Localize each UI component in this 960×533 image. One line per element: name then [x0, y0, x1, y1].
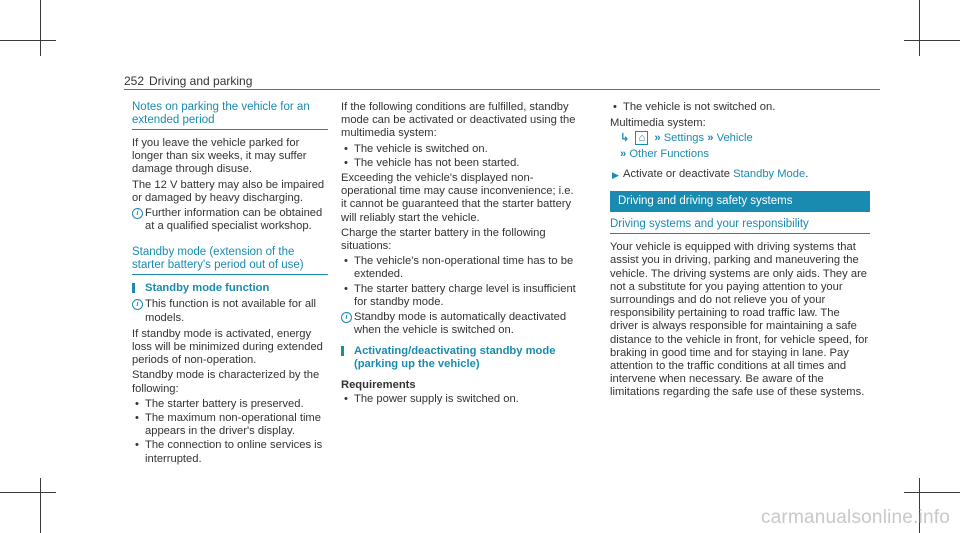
heading-standby-mode: Standby mode (extension of the starter battery's period out of use)	[132, 246, 328, 275]
heading-text: Standby mode function	[145, 282, 270, 295]
action-link-standby: Standby Mode	[733, 167, 806, 180]
note	[341, 311, 577, 337]
crop-mark	[904, 492, 960, 493]
chevron-double-right-icon: »	[707, 132, 714, 145]
home-icon: ⌂	[635, 131, 648, 145]
list	[132, 398, 328, 466]
list-item: • The vehicle is switched on.	[341, 143, 577, 156]
heading-driving-systems: Driving systems and your responsibility	[610, 218, 870, 234]
list	[341, 255, 577, 309]
list-item: • The vehicle has not been started.	[341, 157, 577, 170]
note	[132, 298, 328, 324]
paragraph: Standby mode is characterized by the following:	[132, 369, 320, 395]
paragraph: Charge the starter battery in the following situations:	[341, 226, 546, 253]
triangle-right-icon: ▶	[612, 169, 619, 180]
heading-notes-parking: Notes on parking the vehicle for an extended period	[132, 101, 328, 130]
info-icon: i	[341, 312, 352, 323]
paragraph: If standby mode is activated, energy loss will be minimized during extended periods of non-operation.	[132, 327, 323, 367]
watermark-text: carmanualsonline.info	[760, 507, 950, 528]
menu-other-functions: Other Functions	[629, 147, 709, 160]
list	[610, 101, 870, 114]
crop-mark	[40, 0, 41, 56]
menu-settings: Settings	[663, 132, 705, 145]
note	[132, 207, 328, 233]
section-band-driving-safety: Driving and driving safety systems	[610, 191, 870, 212]
paragraph: Exceeding the vehicle's displayed non-operational time may cause inconvenience; i.e. it cannot be guaranteed that the starter battery will reliably start the vehicle.	[341, 172, 574, 224]
multimedia-label: Multimedia system:	[610, 117, 706, 130]
heading-activate-standby	[341, 345, 577, 371]
paragraph: The 12 V battery may also be impaired or damaged by heavy discharging.	[132, 178, 325, 204]
heading-requirements: Requirements	[341, 379, 416, 392]
crop-mark	[904, 40, 960, 41]
page-number: 252	[124, 74, 145, 88]
chevron-double-right-icon: »	[654, 132, 661, 145]
menu-path-continued	[610, 148, 870, 161]
column-middle	[341, 101, 577, 408]
note-text: Further information can be obtained at a qualified specialist workshop.	[145, 207, 323, 233]
paragraph: If the following conditions are fulfilled, standby mode can be activated or deactivated using the multimedia system:	[341, 101, 576, 140]
list	[341, 393, 577, 406]
list-item: • The power supply is switched on.	[341, 393, 577, 406]
list-item: • The starter battery charge level is insufficient for standby mode.	[341, 283, 577, 309]
action-text: Activate or deactivate	[623, 167, 730, 180]
action-step	[610, 168, 870, 181]
section-bar	[341, 346, 344, 356]
note-text: This function is not available for all models.	[145, 298, 317, 324]
paragraph: Your vehicle is equipped with driving systems that assist you in driving, parking and maneuvering the vehicle. The driving systems are only aids. They are not a substitute for you paying attention to your surroundings and do not relieve you of your responsibility pertaining to road traffic law. The driver is always responsible for maintaining a safe distance to the vehicle in front, for vehicle speed, for braking in good time and for staying in lane. Pay attention to the traffic conditions at all times and intervene when necessary. Be aware of the limitations regarding the safe use of these systems.	[610, 241, 869, 399]
list-item: • The starter battery is preserved.	[132, 398, 328, 411]
heading-standby-function	[132, 282, 328, 295]
crop-mark	[40, 478, 41, 533]
heading-text: Activating/deactivating standby mode (parking up the vehicle)	[354, 345, 556, 371]
action-suffix: .	[805, 167, 809, 180]
list-item: • The maximum non-operational time appears in the driver's display.	[132, 412, 328, 438]
running-header-title: Driving and parking	[149, 74, 253, 88]
menu-vehicle: Vehicle	[716, 132, 753, 145]
note-text: Standby mode is automatically deactivated when the vehicle is switched on.	[354, 311, 567, 337]
menu-path	[610, 132, 870, 145]
list	[341, 143, 577, 170]
info-icon: i	[132, 208, 143, 219]
return-arrow-icon: ↳	[620, 132, 630, 145]
section-bar	[132, 283, 135, 293]
chevron-double-right-icon: »	[620, 147, 627, 160]
crop-mark	[0, 40, 56, 41]
crop-mark	[0, 492, 56, 493]
list-item: • The vehicle is not switched on.	[610, 101, 870, 114]
column-right	[610, 101, 870, 402]
info-icon: i	[132, 299, 143, 310]
crop-mark	[919, 0, 920, 56]
column-left	[132, 101, 328, 468]
list-item: • The connection to online services is interrupted.	[132, 439, 328, 465]
paragraph: If you leave the vehicle parked for longer than six weeks, it may suffer damage through disuse.	[132, 137, 307, 176]
header-rule	[124, 89, 880, 90]
list-item: • The vehicle's non-operational time has to be extended.	[341, 255, 577, 281]
